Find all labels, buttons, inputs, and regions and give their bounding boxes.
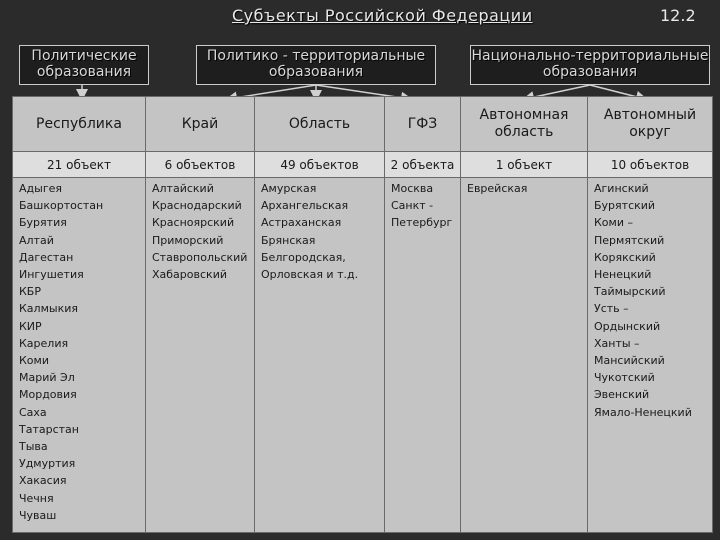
header-krai: Край [146,97,255,152]
list-item: КБР [19,285,41,299]
list-krai [146,178,255,533]
list-item: Бурятский [594,199,656,213]
list-item: Краснодарский [152,199,242,213]
list-item: Орловская и т.д. [261,268,359,282]
list-republic [13,178,146,533]
list-item: Тыва [19,440,48,454]
list-item: Чукотский [594,371,655,385]
count-gfz: 2 объекта [385,152,461,178]
header-gfz: ГФЗ [385,97,461,152]
list-item: Ставропольский [152,250,248,264]
list-item: Белгородская, [261,250,346,264]
list-item: Коми – [594,216,633,230]
list-item: Ингушетия [19,268,84,282]
list-item: Ямало-Ненецкий [594,405,692,419]
list-row [13,178,713,533]
list-item: Еврейская [467,182,528,195]
list-item: Санкт - [391,199,434,213]
list-item: Алтайский [152,182,214,195]
header-republic: Республика [13,97,146,152]
header-row [13,97,713,152]
list-item: Агинский [594,182,649,195]
list-item: Пермятский [594,233,665,247]
list-item: Бурятия [19,216,67,230]
list-item: Дагестан [19,250,74,264]
list-item: Корякский [594,250,656,264]
list-item: Удмуртия [19,457,76,471]
list-item: Красноярский [152,216,235,230]
header-autonomous-oblast: Автономная область [461,97,588,152]
list-item: КИР [19,319,42,333]
list-oblast [255,178,385,533]
list-item: Мансийский [594,354,665,368]
list-autonomous-okrug [588,178,713,533]
list-item: Мордовия [19,388,77,402]
list-item: Чечня [19,491,54,505]
count-krai: 6 объектов [146,152,255,178]
list-item: Башкортостан [19,199,104,213]
count-autonomous-okrug: 10 объектов [588,152,713,178]
list-item: Алтай [19,233,54,247]
count-oblast: 49 объектов [255,152,385,178]
list-item: Эвенский [594,388,650,402]
list-item: Приморский [152,233,224,247]
list-autonomous-oblast [461,178,588,533]
slide-number: 12.2 [660,6,696,25]
count-row [13,152,713,178]
list-item: Карелия [19,336,69,350]
list-item: Москва [391,182,434,195]
count-republic: 21 объект [13,152,146,178]
list-item: Таймырский [594,285,666,299]
list-item: Ордынский [594,319,661,333]
category-national-territorial: Национально-территориальные образования [470,45,710,85]
category-political: Политические образования [19,45,149,85]
list-item: Хакасия [19,474,67,488]
subjects-table [12,96,713,533]
list-item: Чуваш [19,508,57,522]
list-item: Усть – [594,302,629,316]
count-autonomous-oblast: 1 объект [461,152,588,178]
list-item: Татарстан [19,422,79,436]
list-item: Брянская [261,233,316,247]
list-gfz [385,178,461,533]
list-item: Марий Эл [19,371,75,385]
list-item: Амурская [261,182,317,195]
list-item: Саха [19,405,47,419]
category-political-territorial: Политико - территориальные образования [196,45,436,85]
header-oblast: Область [255,97,385,152]
list-item: Астраханская [261,216,342,230]
list-item: Петербург [391,216,453,230]
slide-title: Субъекты Российской Федерации [232,6,533,25]
list-item: Калмыкия [19,302,78,316]
list-item: Ненецкий [594,268,652,282]
list-item: Коми [19,354,49,368]
list-item: Ханты – [594,336,640,350]
list-item: Хабаровский [152,268,227,282]
list-item: Архангельская [261,199,349,213]
header-autonomous-okrug: Автономный округ [588,97,713,152]
list-item: Адыгея [19,182,62,195]
